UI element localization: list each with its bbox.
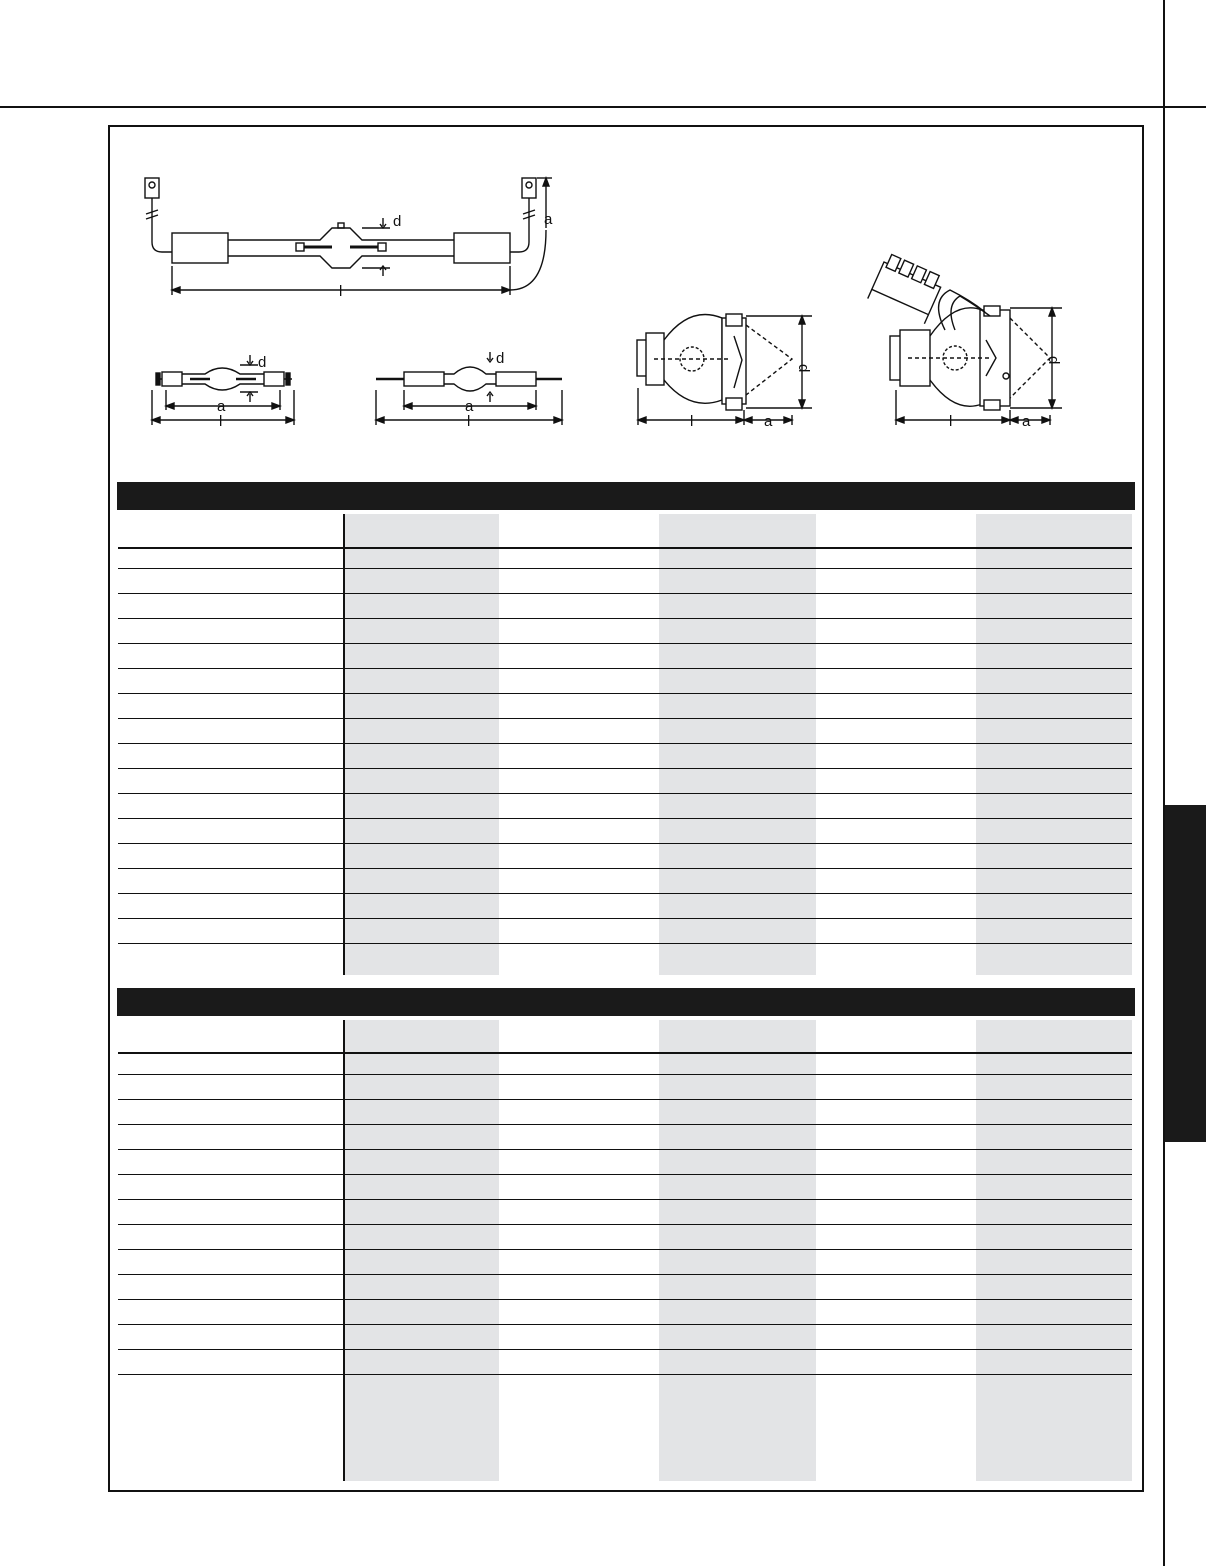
dim-label-d1: d (393, 213, 402, 230)
table1-col-shade-3 (659, 514, 816, 975)
table-row (118, 918, 1132, 919)
dim-label-a3: a (465, 398, 474, 415)
table-row (118, 818, 1132, 819)
dim-label-l4: l (690, 413, 694, 430)
reflector-lamp (637, 314, 812, 425)
dim-label-a1: a (544, 211, 553, 228)
table-row (118, 1149, 1132, 1150)
dim-label-d5: d (1045, 356, 1062, 365)
table-row (118, 1099, 1132, 1100)
table-row (118, 1349, 1132, 1350)
section-tab (1165, 805, 1206, 1142)
table2-col-shade-5 (976, 1020, 1132, 1481)
table-row (118, 1299, 1132, 1300)
table1-header-rule (118, 547, 1132, 549)
table1-label-separator (343, 514, 345, 975)
table-row (118, 1124, 1132, 1125)
section-band-2 (117, 988, 1135, 1016)
table-row (118, 943, 1132, 944)
table-row (118, 1174, 1132, 1175)
table-row (118, 668, 1132, 669)
table-row (118, 618, 1132, 619)
table-row (118, 743, 1132, 744)
dim-label-d4: d (795, 364, 812, 373)
table2-header-rule (118, 1052, 1132, 1054)
dim-label-a5: a (1022, 413, 1031, 430)
dim-label-a4: a (764, 413, 773, 430)
table-row (118, 1199, 1132, 1200)
table-row (118, 793, 1132, 794)
table-row (118, 593, 1132, 594)
table-row (118, 1374, 1132, 1375)
dim-label-d3: d (496, 350, 505, 367)
reflector-lamp-with-connector (868, 253, 1062, 425)
table2-col-shade-3 (659, 1020, 816, 1481)
double-ended-cable-lamp (145, 178, 552, 295)
table2-col-shade-1 (345, 1020, 499, 1481)
table-row (118, 643, 1132, 644)
table-row (118, 718, 1132, 719)
table-row (118, 1249, 1132, 1250)
table-row (118, 843, 1132, 844)
table-row (118, 1274, 1132, 1275)
dim-label-l5: l (949, 413, 953, 430)
dim-label-l3: l (467, 413, 471, 430)
table-row (118, 1324, 1132, 1325)
table-row (118, 1224, 1132, 1225)
dim-label-l1: l (339, 283, 343, 300)
lamp-drawings (0, 0, 1206, 470)
table1-col-shade-5 (976, 514, 1132, 975)
dim-label-a2: a (217, 398, 226, 415)
dim-label-l2: l (219, 413, 223, 430)
spec-table-1 (118, 514, 1132, 975)
table-row (118, 1074, 1132, 1075)
table-row (118, 693, 1132, 694)
table1-col-shade-1 (345, 514, 499, 975)
table-row (118, 568, 1132, 569)
section-band-1 (117, 482, 1135, 510)
spec-table-2 (118, 1020, 1132, 1481)
table2-label-separator (343, 1020, 345, 1481)
dim-label-d2: d (258, 354, 267, 371)
table-row (118, 868, 1132, 869)
table-row (118, 768, 1132, 769)
table-row (118, 893, 1132, 894)
